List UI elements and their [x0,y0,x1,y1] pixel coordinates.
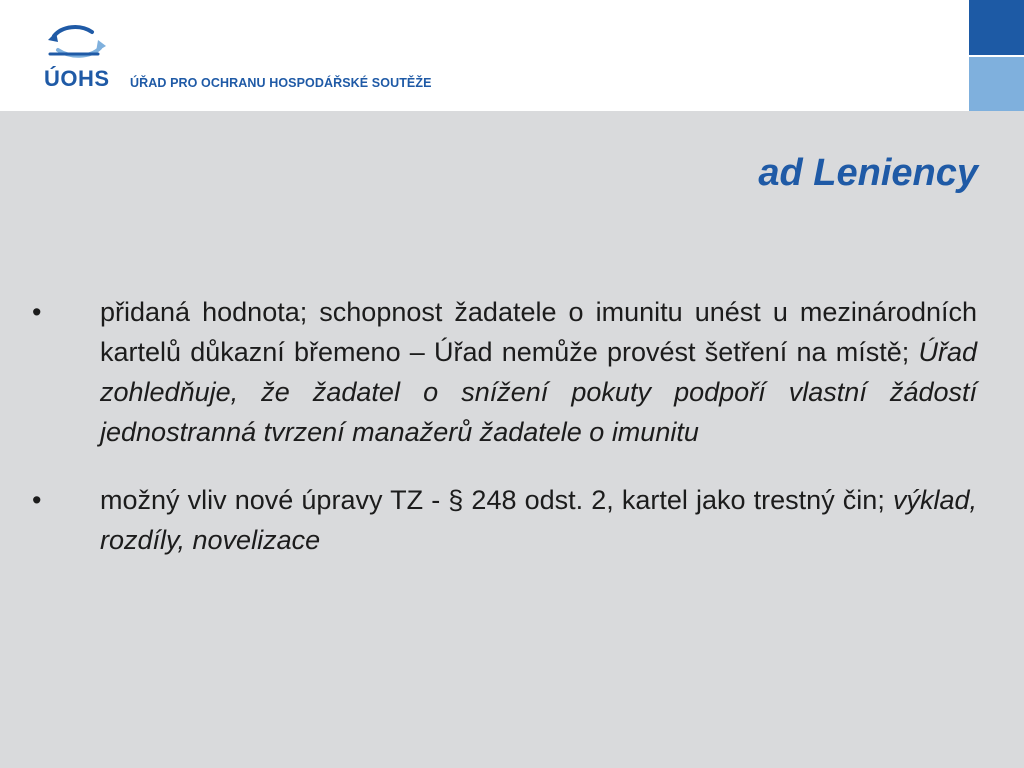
bullet-item [32,480,977,560]
uohs-logo-icon [40,22,120,70]
corner-accent-dark [969,0,1024,55]
bullet-item [32,292,977,452]
bullet-plain-text: možný vliv nové úpravy TZ - § 248 odst. 2, kartel jako trestný čin; [100,485,893,515]
bullet-emphasis-text: výklad, rozdíly, novelizace [100,485,977,555]
bullet-text [100,480,977,560]
bullet-symbol: • [32,485,42,515]
bullet-emphasis-text: Úřad zohledňuje, že žadatel o snížení pokuty podpoří vlastní žádostí jednostranná tvrzení manažerů žadatele o imunitu [100,337,977,447]
bullet-list [32,292,977,588]
logo-abbreviation: ÚOHS [44,66,110,91]
bullet-symbol: • [32,297,42,327]
slide-title: ad Leniency [758,152,978,194]
bullet-plain-text: přidaná hodnota; schopnost žadatele o imunitu unést u mezinárodních kartelů důkazní břemeno – Úřad nemůže provést šetření na místě; [100,297,977,367]
header-bar [0,0,1024,111]
corner-accent-light [969,57,1024,111]
organization-name: ÚŘAD PRO OCHRANU HOSPODÁŘSKÉ SOUTĚŽE [130,76,432,90]
bullet-text [100,292,977,452]
